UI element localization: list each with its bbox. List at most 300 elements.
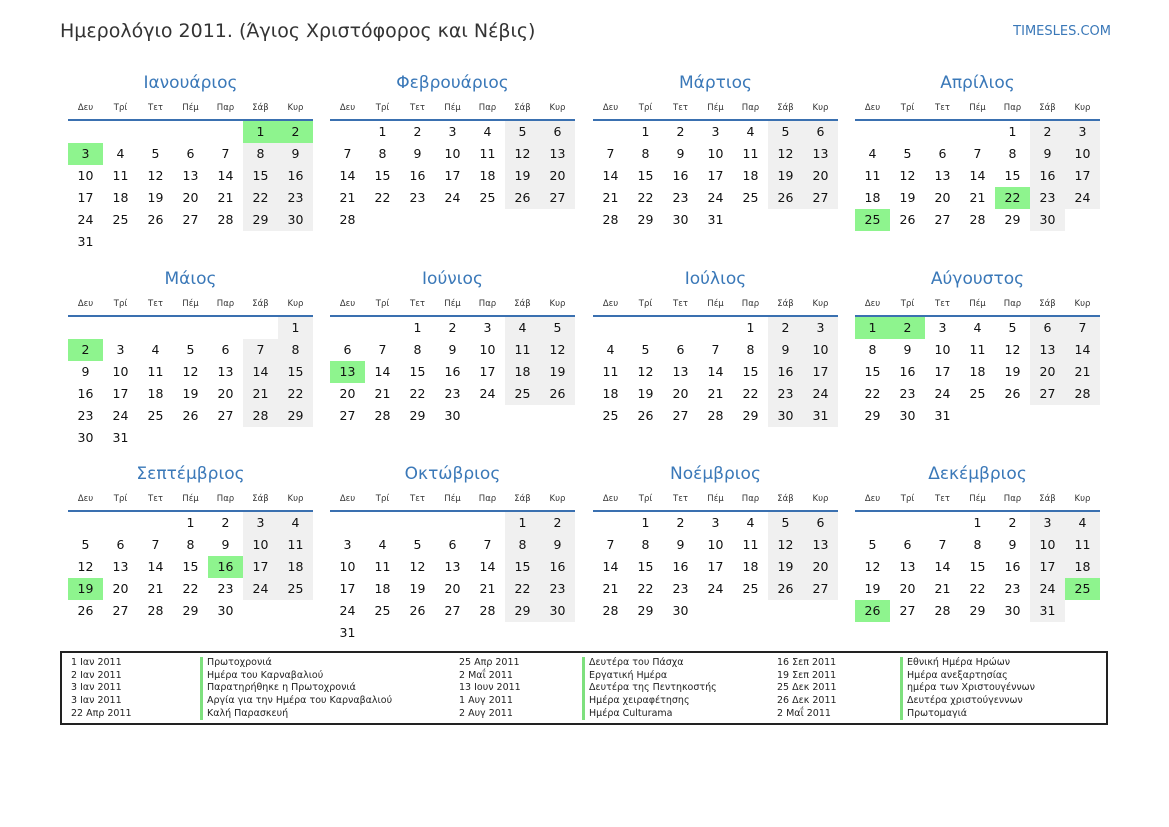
weekday-label: Κυρ — [549, 494, 566, 504]
month-name: Δεκέμβριος — [928, 464, 1027, 484]
legend-holiday-name: Καλή Παρασκευή — [200, 708, 392, 721]
weekday-label: Τετ — [673, 103, 688, 113]
day-cell: 26 — [1004, 386, 1021, 401]
legend-dates-col-2 — [459, 657, 521, 720]
day-cell: 24 — [1065, 187, 1100, 209]
day-cell: 10 — [707, 146, 724, 161]
day-cell: 8 — [505, 534, 540, 556]
day-cell: 16 — [768, 361, 803, 383]
day-cell: 23 — [899, 386, 916, 401]
day-cell: 12 — [147, 168, 164, 183]
legend-date: 3 Ιαν 2011 — [71, 695, 122, 707]
day-cell: 25 — [374, 603, 391, 618]
day-cell: 26 — [77, 603, 94, 618]
weekday-label: Τετ — [410, 299, 425, 309]
weekday-label: Τρί — [375, 299, 390, 309]
day-cell: 30 — [217, 603, 234, 618]
day-cell: 25 — [278, 578, 313, 600]
day-cell: 18 — [602, 386, 619, 401]
day-cell: 27 — [182, 212, 199, 227]
day-cell: 23 — [672, 190, 689, 205]
day-cell: 6 — [540, 121, 575, 143]
day-cell: 20 — [339, 386, 356, 401]
day-cell: 7 — [606, 537, 615, 552]
day-cell: 5 — [768, 512, 803, 534]
day-cell: 17 — [444, 168, 461, 183]
day-cell: 18 — [147, 386, 164, 401]
day-cell: 7 — [151, 537, 160, 552]
day-cell: 16 — [409, 168, 426, 183]
day-cell: 14 — [339, 168, 356, 183]
weekday-label: Δευ — [339, 103, 356, 113]
weekday-label: Δευ — [77, 299, 94, 309]
day-grid — [68, 512, 313, 642]
day-cell: 18 — [742, 559, 759, 574]
day-cell: 19 — [768, 165, 803, 187]
weekday-label: Σάβ — [1039, 494, 1056, 504]
day-cell: 12 — [540, 339, 575, 361]
day-cell: 30 — [672, 212, 689, 227]
day-cell: 4 — [151, 342, 160, 357]
legend-holiday-name: Ημέρα ανεξαρτησίας — [900, 670, 1035, 683]
legend-dates-col-3 — [777, 657, 837, 720]
day-cell: 10 — [1065, 143, 1100, 165]
day-cell: 2 — [448, 320, 457, 335]
day-cell: 6 — [221, 342, 230, 357]
day-cell: 22 — [374, 190, 391, 205]
day-cell: 17 — [1030, 556, 1065, 578]
weekday-label: Τρί — [900, 103, 915, 113]
weekday-label: Πέμ — [707, 299, 724, 309]
day-cell: 2 — [1030, 121, 1065, 143]
day-cell: 19 — [540, 361, 575, 383]
day-cell: 3 — [343, 537, 352, 552]
day-cell: 15 — [182, 559, 199, 574]
weekday-label: Παρ — [1003, 299, 1022, 309]
weekday-label: Κυρ — [287, 494, 304, 504]
day-grid — [330, 121, 575, 251]
day-cell: 15 — [505, 556, 540, 578]
weekday-label: Πέμ — [969, 299, 986, 309]
day-cell: 18 — [505, 361, 540, 383]
day-cell: 25 — [479, 190, 496, 205]
day-cell: 1 — [641, 515, 650, 530]
day-cell: 17 — [1065, 165, 1100, 187]
day-cell: 22 — [243, 187, 278, 209]
day-cell: 21 — [969, 190, 986, 205]
day-cell: 22 — [864, 386, 881, 401]
day-cell: 14 — [243, 361, 278, 383]
day-cell: 2 — [540, 512, 575, 534]
holiday-day-cell: 25 — [855, 209, 890, 231]
day-cell: 24 — [707, 581, 724, 596]
day-cell: 26 — [768, 578, 803, 600]
day-cell: 26 — [899, 212, 916, 227]
day-cell: 4 — [746, 515, 755, 530]
day-cell: 28 — [479, 603, 496, 618]
weekday-label: Τετ — [935, 299, 950, 309]
day-cell: 24 — [1030, 578, 1065, 600]
day-cell: 28 — [147, 603, 164, 618]
day-cell: 17 — [243, 556, 278, 578]
day-cell: 12 — [768, 534, 803, 556]
weekday-label: Πέμ — [182, 103, 199, 113]
day-cell: 10 — [803, 339, 838, 361]
day-cell: 1 — [746, 320, 755, 335]
day-cell: 10 — [444, 146, 461, 161]
day-cell: 28 — [217, 212, 234, 227]
day-cell: 20 — [672, 386, 689, 401]
weekday-label: Τετ — [148, 103, 163, 113]
day-cell: 23 — [217, 581, 234, 596]
day-cell: 20 — [899, 581, 916, 596]
day-cell: 9 — [676, 146, 685, 161]
day-cell: 24 — [77, 212, 94, 227]
weekday-label: Τετ — [673, 299, 688, 309]
weekday-label: Δευ — [77, 103, 94, 113]
legend-holiday-name: Παρατηρήθηκε η Πρωτοχρονιά — [200, 682, 392, 695]
weekday-header — [855, 103, 1100, 117]
day-cell: 20 — [112, 581, 129, 596]
day-cell: 5 — [540, 317, 575, 339]
month-name: Αύγουστος — [930, 269, 1025, 289]
day-cell: 13 — [934, 168, 951, 183]
day-grid — [330, 317, 575, 447]
day-cell: 31 — [934, 408, 951, 423]
day-cell: 27 — [540, 187, 575, 209]
day-cell: 15 — [409, 364, 426, 379]
day-cell: 29 — [637, 603, 654, 618]
legend-names-col-3 — [900, 657, 1035, 720]
day-cell: 11 — [602, 364, 619, 379]
day-cell: 25 — [112, 212, 129, 227]
weekday-header — [68, 494, 313, 508]
day-cell: 13 — [217, 364, 234, 379]
weekday-label: Παρ — [216, 299, 235, 309]
day-cell: 29 — [864, 408, 881, 423]
day-cell: 28 — [969, 212, 986, 227]
day-grid — [593, 121, 838, 251]
day-cell: 2 — [221, 515, 230, 530]
day-cell: 2 — [676, 515, 685, 530]
day-cell: 11 — [1065, 534, 1100, 556]
weekday-label: Δευ — [864, 494, 881, 504]
day-cell: 27 — [899, 603, 916, 618]
day-cell: 16 — [77, 386, 94, 401]
day-cell: 24 — [803, 383, 838, 405]
day-cell: 15 — [637, 168, 654, 183]
day-cell: 4 — [278, 512, 313, 534]
holiday-day-cell: 25 — [1065, 578, 1100, 600]
day-cell: 20 — [803, 165, 838, 187]
legend-date: 25 Δεκ 2011 — [777, 682, 837, 694]
day-cell: 5 — [81, 537, 90, 552]
day-cell: 22 — [637, 190, 654, 205]
weekday-label: Σάβ — [252, 103, 269, 113]
day-cell: 12 — [637, 364, 654, 379]
day-cell: 4 — [973, 320, 982, 335]
day-cell: 27 — [112, 603, 129, 618]
weekday-label: Σάβ — [777, 494, 794, 504]
day-cell: 4 — [483, 124, 492, 139]
day-cell: 19 — [899, 190, 916, 205]
day-cell: 23 — [77, 408, 94, 423]
day-cell: 2 — [413, 124, 422, 139]
day-grid — [68, 121, 313, 251]
day-cell: 21 — [339, 190, 356, 205]
day-cell: 7 — [243, 339, 278, 361]
legend-date: 16 Σεπ 2011 — [777, 657, 837, 668]
day-cell: 15 — [1004, 168, 1021, 183]
day-cell: 18 — [864, 190, 881, 205]
day-cell: 9 — [1030, 143, 1065, 165]
weekday-label: Παρ — [1003, 103, 1022, 113]
legend-holiday-name: ημέρα των Χριστουγέννων — [900, 682, 1035, 695]
day-grid — [855, 317, 1100, 447]
weekday-label: Σάβ — [777, 103, 794, 113]
weekday-label: Σάβ — [777, 299, 794, 309]
day-cell: 24 — [934, 386, 951, 401]
day-cell: 10 — [1030, 534, 1065, 556]
weekday-label: Τετ — [673, 494, 688, 504]
legend-holiday-name: Πρωτοχρονιά — [200, 657, 392, 670]
weekday-label: Τρί — [113, 103, 128, 113]
weekday-label: Κυρ — [812, 494, 829, 504]
day-cell: 27 — [934, 212, 951, 227]
legend-date: 2 Μαΐ 2011 — [777, 707, 831, 719]
day-cell: 6 — [938, 146, 947, 161]
day-cell: 17 — [707, 559, 724, 574]
day-cell: 8 — [641, 146, 650, 161]
weekday-label: Κυρ — [549, 299, 566, 309]
day-cell: 29 — [1004, 212, 1021, 227]
day-cell: 13 — [112, 559, 129, 574]
weekday-label: Παρ — [741, 494, 760, 504]
legend-holiday-name: Δευτέρα χριστούγεννων — [900, 695, 1035, 708]
day-cell: 7 — [221, 146, 230, 161]
day-cell: 14 — [1065, 339, 1100, 361]
weekday-header — [330, 494, 575, 508]
day-cell: 27 — [672, 408, 689, 423]
site-link[interactable]: TIMESLES.COM — [1013, 24, 1111, 39]
day-cell: 11 — [278, 534, 313, 556]
day-cell: 27 — [339, 408, 356, 423]
day-grid — [855, 512, 1100, 642]
day-cell: 30 — [672, 603, 689, 618]
day-cell: 12 — [1004, 342, 1021, 357]
day-cell: 29 — [243, 209, 278, 231]
day-cell: 25 — [969, 386, 986, 401]
legend-holiday-name: Πρωτομαγιά — [900, 708, 1035, 721]
day-cell: 25 — [742, 190, 759, 205]
day-cell: 7 — [483, 537, 492, 552]
day-cell: 16 — [1030, 165, 1065, 187]
day-cell: 11 — [479, 146, 496, 161]
weekday-label: Δευ — [864, 299, 881, 309]
day-cell: 6 — [343, 342, 352, 357]
day-cell: 16 — [540, 556, 575, 578]
legend-holiday-name: Εργατική Ημέρα — [582, 670, 717, 683]
weekday-label: Πέμ — [969, 103, 986, 113]
day-cell: 24 — [479, 386, 496, 401]
day-cell: 23 — [1004, 581, 1021, 596]
day-cell: 28 — [707, 408, 724, 423]
day-cell: 5 — [505, 121, 540, 143]
day-cell: 19 — [864, 581, 881, 596]
day-cell: 7 — [378, 342, 387, 357]
day-cell: 10 — [112, 364, 129, 379]
day-cell: 12 — [864, 559, 881, 574]
day-cell: 13 — [803, 534, 838, 556]
day-cell: 10 — [339, 559, 356, 574]
day-cell: 23 — [540, 578, 575, 600]
day-cell: 21 — [1065, 361, 1100, 383]
day-cell: 8 — [1008, 146, 1017, 161]
day-cell: 13 — [672, 364, 689, 379]
legend-date: 22 Απρ 2011 — [71, 707, 132, 719]
day-cell: 28 — [934, 603, 951, 618]
day-cell: 29 — [182, 603, 199, 618]
weekday-label: Παρ — [478, 299, 497, 309]
legend-holiday-name: Ημέρα χειραφέτησης — [582, 695, 717, 708]
day-cell: 10 — [479, 342, 496, 357]
day-cell: 15 — [969, 559, 986, 574]
day-cell: 3 — [116, 342, 125, 357]
day-cell: 2 — [1008, 515, 1017, 530]
day-cell: 2 — [768, 317, 803, 339]
day-cell: 18 — [479, 168, 496, 183]
day-cell: 23 — [278, 187, 313, 209]
day-cell: 12 — [182, 364, 199, 379]
day-cell: 30 — [1004, 603, 1021, 618]
day-cell: 20 — [1030, 361, 1065, 383]
day-cell: 21 — [374, 386, 391, 401]
day-cell: 19 — [409, 581, 426, 596]
day-cell: 1 — [413, 320, 422, 335]
weekday-label: Σάβ — [514, 494, 531, 504]
day-cell: 10 — [243, 534, 278, 556]
day-cell: 23 — [1030, 187, 1065, 209]
day-cell: 28 — [243, 405, 278, 427]
weekday-label: Πέμ — [969, 494, 986, 504]
weekday-label: Πέμ — [444, 494, 461, 504]
legend-holiday-name: Δευτέρα της Πεντηκοστής — [582, 682, 717, 695]
day-cell: 3 — [938, 320, 947, 335]
legend-date: 26 Δεκ 2011 — [777, 695, 837, 707]
weekday-header — [855, 494, 1100, 508]
legend-date: 2 Μαΐ 2011 — [459, 669, 513, 681]
legend-holiday-name: Εθνική Ημέρα Ηρώων — [900, 657, 1035, 670]
day-cell: 5 — [186, 342, 195, 357]
legend-names-col-2 — [582, 657, 717, 720]
day-cell: 21 — [479, 581, 496, 596]
day-cell: 19 — [182, 386, 199, 401]
day-cell: 25 — [602, 408, 619, 423]
legend-dates-col-1 — [71, 657, 132, 720]
weekday-label: Τρί — [375, 103, 390, 113]
weekday-label: Τετ — [935, 103, 950, 113]
day-cell: 8 — [746, 342, 755, 357]
day-cell: 16 — [899, 364, 916, 379]
day-cell: 24 — [243, 578, 278, 600]
day-cell: 9 — [540, 534, 575, 556]
day-cell: 31 — [803, 405, 838, 427]
day-grid — [593, 317, 838, 447]
day-cell: 8 — [868, 342, 877, 357]
day-cell: 1 — [641, 124, 650, 139]
day-cell: 15 — [742, 364, 759, 379]
day-cell: 4 — [116, 146, 125, 161]
holiday-day-cell: 22 — [995, 187, 1030, 209]
weekday-label: Σάβ — [1039, 103, 1056, 113]
day-cell: 4 — [505, 317, 540, 339]
day-cell: 6 — [803, 121, 838, 143]
day-cell: 14 — [602, 559, 619, 574]
weekday-label: Κυρ — [1074, 103, 1091, 113]
day-cell: 13 — [1030, 339, 1065, 361]
day-cell: 24 — [707, 190, 724, 205]
day-cell: 30 — [1030, 209, 1065, 231]
day-cell: 7 — [711, 342, 720, 357]
day-cell: 19 — [505, 165, 540, 187]
day-cell: 31 — [1030, 600, 1065, 622]
weekday-label: Τρί — [638, 494, 653, 504]
weekday-label: Κυρ — [287, 103, 304, 113]
day-cell: 1 — [186, 515, 195, 530]
day-cell: 14 — [217, 168, 234, 183]
day-cell: 12 — [505, 143, 540, 165]
month-name: Ιανουάριος — [143, 73, 238, 93]
weekday-label: Σάβ — [252, 494, 269, 504]
day-cell: 14 — [602, 168, 619, 183]
day-cell: 28 — [602, 603, 619, 618]
weekday-header — [855, 299, 1100, 313]
day-cell: 28 — [339, 212, 356, 227]
page-title: Ημερολόγιο 2011. (Άγιος Χριστόφορος και Νέβις) — [60, 20, 536, 42]
weekday-header — [330, 103, 575, 117]
day-cell: 20 — [540, 165, 575, 187]
weekday-label: Τρί — [113, 299, 128, 309]
month-name: Μάιος — [164, 269, 217, 289]
weekday-label: Δευ — [864, 103, 881, 113]
day-cell: 31 — [339, 625, 356, 640]
day-cell: 11 — [864, 168, 881, 183]
day-cell: 3 — [448, 124, 457, 139]
day-cell: 5 — [413, 537, 422, 552]
day-cell: 8 — [186, 537, 195, 552]
day-cell: 29 — [278, 405, 313, 427]
weekday-label: Κυρ — [1074, 299, 1091, 309]
day-cell: 4 — [378, 537, 387, 552]
day-cell: 9 — [448, 342, 457, 357]
day-cell: 12 — [77, 559, 94, 574]
day-cell: 4 — [746, 124, 755, 139]
weekday-label: Τρί — [638, 103, 653, 113]
weekday-label: Κυρ — [812, 299, 829, 309]
day-grid — [593, 512, 838, 642]
day-cell: 25 — [147, 408, 164, 423]
day-cell: 13 — [899, 559, 916, 574]
day-cell: 22 — [637, 581, 654, 596]
day-cell: 3 — [711, 124, 720, 139]
day-cell: 26 — [147, 212, 164, 227]
day-cell: 27 — [444, 603, 461, 618]
day-cell: 11 — [969, 342, 986, 357]
day-cell: 6 — [448, 537, 457, 552]
day-cell: 21 — [707, 386, 724, 401]
weekday-label: Τρί — [900, 494, 915, 504]
day-cell: 25 — [505, 383, 540, 405]
